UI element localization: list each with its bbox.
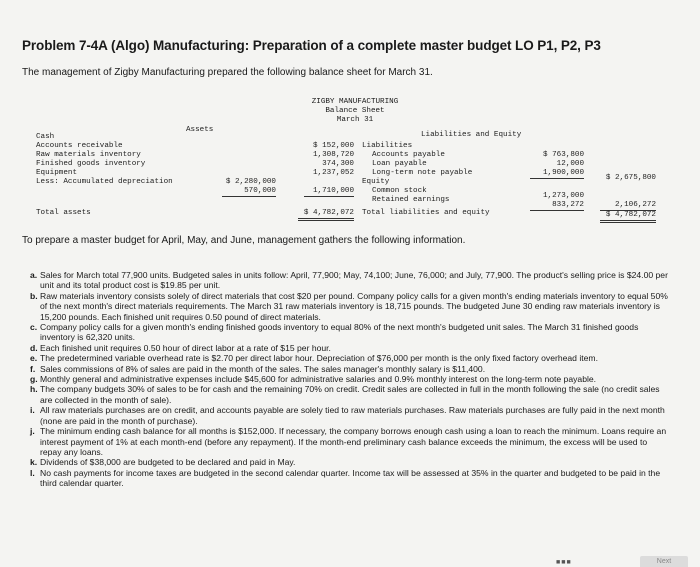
loan-label: Loan payable [372,160,427,168]
list-item [30,405,670,426]
accdep-label: Less: Accumulated depreciation [36,178,173,186]
item-text: The minimum ending cash balance for all months is $152,000. If necessary, the company borrows enough cash using a loan to reach the minimum. Loans require an interest payment of 1% at each month-end (before any repayment). If the month-end preliminary cash balance exceeds the minimum, the excess will be used to repay any loans. [40,426,667,457]
total-liab-equity-value: $ 4,782,072 [600,211,656,223]
list-item [30,364,670,374]
list-item [30,322,670,343]
item-text: Dividends of $38,000 are budgeted to be declared and paid in May. [40,457,296,468]
item-letter: f. [30,363,36,374]
item-letter: k. [30,457,38,468]
ap-value: $ 763,800 [542,151,584,159]
liabilities-equity-header: Liabilities and Equity [421,131,522,139]
fg-value: 1,237,052 [312,169,354,177]
item-text: Company policy calls for a given month's ending finished goods inventory to equal 80% of the next month's budgeted unit sales. The March 31 finished goods inventory is 62,320 units. [40,322,639,343]
ar-label: Accounts receivable [36,142,123,150]
item-text: The company budgets 30% of sales to be for cash and the remaining 70% on credit. Credit sales are collected in full in the month following the sale (no credit sales are collected in the month of sale). [40,384,660,405]
list-item [30,343,670,353]
list-item [30,457,670,467]
retained-earnings-value: 833,272 [530,201,584,211]
total-liab-equity-label: Total liabilities and equity [362,209,490,217]
item-letter: c. [30,322,38,333]
info-list [30,270,670,489]
list-item [30,426,670,457]
equipment-value: $ 2,280,000 [225,178,276,186]
loan-value: 12,000 [556,160,584,168]
ar-value: 1,308,720 [312,151,354,159]
cash-label: Cash [36,133,55,141]
item-letter: e. [30,353,38,364]
ltnote-value: 1,900,000 [530,169,584,179]
pagination-dots[interactable]: ■■■ [556,559,572,566]
accdep-value: 570,000 [222,187,276,197]
next-button[interactable]: Next [640,556,688,567]
equipment-label: Equipment [36,169,78,177]
item-letter: b. [30,290,38,301]
company-name: ZIGBY MANUFACTURING [311,98,399,106]
item-text: The predetermined variable overhead rate is $2.70 per direct labor hour. Depreciation of $76,000 per month is the only fixed factory overhead item. [40,353,598,364]
item-text: Monthly general and administrative expenses include $45,600 for administrative salaries and 0.9% monthly interest on the long-term note payable. [40,374,597,385]
ap-label: Accounts payable [372,151,445,159]
list-item [30,374,670,384]
item-letter: i. [30,405,35,416]
ltnote-label: Long-term note payable [372,169,473,177]
equipment-net-value: 1,710,000 [304,187,354,197]
problem-title: Problem 7-4A (Algo) Manufacturing: Preparation of a complete master budget LO P1, P2, P3 [22,38,601,53]
equity-label: Equity [362,178,390,186]
rm-label: Raw materials inventory [36,151,141,159]
prep-text: To prepare a master budget for April, May, and June, management gathers the following information. [22,235,466,246]
item-text: Sales for March total 77,900 units. Budgeted sales in units follow: April, 77,900; May, 74,100; June, 76,000; and July, 77,900. The product's selling price is $24.00 per unit and its total product cost is $19.85 per unit. [40,270,668,291]
item-text: No cash payments for income taxes are budgeted in the second calendar quarter. Income tax will be assessed at 35% in the quarter and budgeted to be paid in the third calendar quarter. [40,467,661,489]
fg-label: Finished goods inventory [36,160,146,168]
cash-value: $ 152,000 [312,142,354,150]
item-letter: g. [30,374,38,385]
statement-name: Balance Sheet [325,107,385,115]
total-liabilities-value: $ 2,675,800 [605,174,656,182]
item-letter: a. [30,270,38,280]
list-item [30,291,670,322]
item-text: All raw materials purchases are on credit, and accounts payable are solely tied to raw materials purchases. Raw materials purchases are fully paid in the next month (none are paid in the month of purchase). [40,405,665,426]
common-stock-value: 1,273,000 [542,192,584,200]
item-text: Raw materials inventory consists solely of direct materials that cost $20 per pound. Company policy calls for a given month's ending materials inventory to equal 50% of the next month's direct materials requirements. The March 31 raw materials inventory is 18,715 pounds. The budgeted June 30 ending raw materials inventory is 15,200 pounds. Each finished unit requires 0.50 pound of direct materials. [40,290,668,322]
item-text: Sales commissions of 8% of sales are paid in the month of the sales. The sales manager's monthly salary is $11,400. [40,363,486,374]
statement-date: March 31 [336,116,374,124]
common-stock-label: Common stock [372,187,427,195]
list-item [30,468,670,489]
rm-value: 374,300 [322,160,354,168]
list-item [30,384,670,405]
equity-total-value: 2,106,272 [600,201,656,211]
total-assets-label: Total assets [36,209,91,217]
item-text: Each finished unit requires 0.50 hour of direct labor at a rate of $15 per hour. [40,342,331,353]
total-assets-value: $ 4,782,072 [298,209,354,221]
liabilities-label: Liabilities [362,142,413,150]
item-letter: d. [30,342,38,353]
intro-text: The management of Zigby Manufacturing prepared the following balance sheet for March 31. [22,67,433,78]
retained-earnings-label: Retained earnings [372,196,450,204]
item-letter: h. [30,384,38,395]
item-letter: l. [30,467,35,478]
list-item [30,353,670,363]
list-item [30,270,670,291]
item-letter: j. [30,426,35,437]
assets-header: Assets [186,126,214,134]
